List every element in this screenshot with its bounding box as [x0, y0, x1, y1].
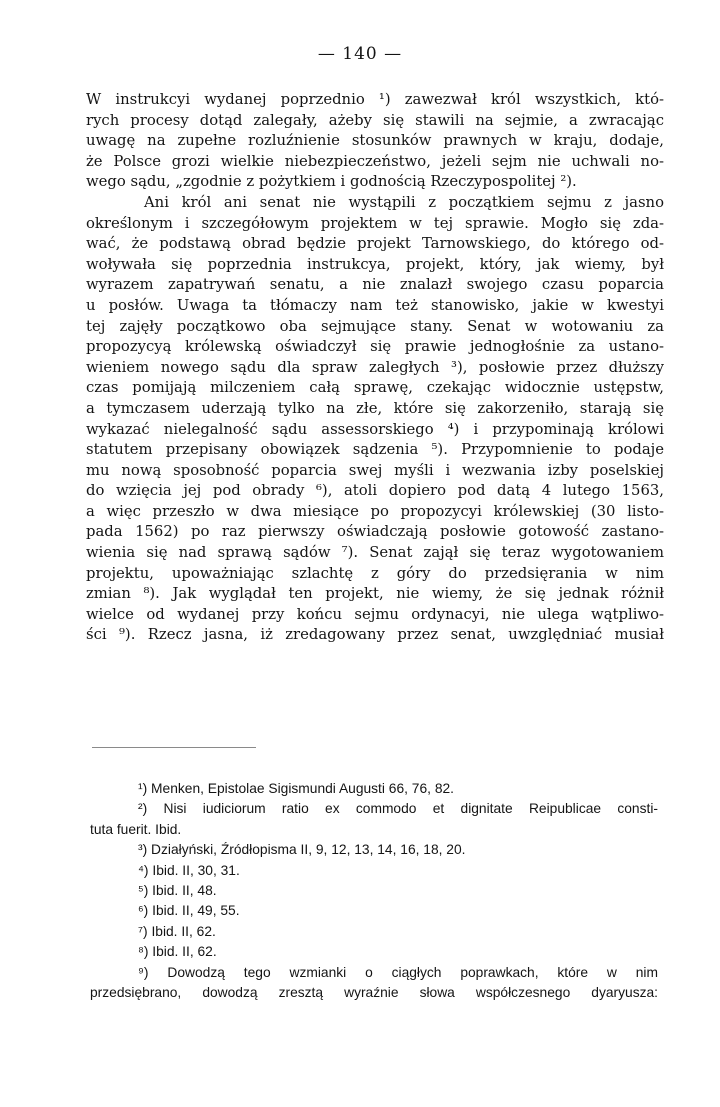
- body-line: czas pomijają milczeniem całą sprawę, czekając widocznie ustępstw,: [86, 379, 664, 397]
- footnote-line: [90, 983, 658, 1003]
- body-line: wać, że podstawą obrad będzie projekt Tarnowskiego, do którego od-: [86, 235, 664, 253]
- footnote-text: Nisi iudiciorum ratio ex commodo et dignitate Reipublicae consti-: [163, 801, 658, 817]
- footnote-mark: ¹): [138, 781, 148, 796]
- footnote-line: [90, 901, 658, 921]
- footnote-line: [90, 881, 658, 901]
- footnote-line: [90, 861, 658, 881]
- body-line: zmian ⁸). Jak wyglądał ten projekt, nie wiemy, że się jednak różnił: [86, 585, 664, 603]
- body-line: woływała się poprzednia instrukcya, projekt, który, jak wiemy, był: [86, 255, 664, 273]
- body-line: u posłów. Uwaga ta tłómaczy nam też stanowisko, jakie w kwestyi: [86, 296, 664, 314]
- footnote-divider: [92, 747, 256, 748]
- body-line: W instrukcyi wydanej poprzednio ¹) zawezwał król wszystkich, któ-: [86, 91, 664, 108]
- body-line: do wzięcia jej pod obrady ⁶), atoli dopiero pod datą 4 lutego 1563,: [86, 482, 664, 500]
- footnote-line: [90, 820, 658, 840]
- body-line: ści ⁹). Rzecz jasna, iż zredagowany przez senat, uwzględniać musiał: [86, 626, 664, 644]
- body-line: pada 1562) po raz pierwszy oświadczają posłowie gotowość zastano-: [86, 523, 664, 541]
- footnote-text: tuta fuerit. Ibid.: [90, 821, 182, 837]
- body-line: tej zajęły początkowo oba sejmujące stany. Senat w wotowaniu za: [86, 317, 664, 335]
- body-line: propozycyą królewską oświadczył się prawie jednogłośnie za ustano-: [86, 338, 664, 356]
- body-line: że Polsce grozi wielkie niebezpieczeństwo, jeżeli sejm nie uchwali no-: [86, 152, 664, 170]
- footnote-text: Ibid. II, 49, 55.: [152, 903, 240, 919]
- footnote-line: [90, 963, 658, 983]
- body-text: [86, 90, 664, 646]
- footnote-mark: ⁹): [138, 964, 149, 980]
- footnote-text: Dowodzą tego wzmianki o ciągłych poprawkach, które w nim: [167, 964, 658, 980]
- footnote-line: [90, 799, 658, 819]
- body-line: statutem przepisany obowiązek sądzenia ⁵). Przypomnienie to podaje: [86, 441, 664, 459]
- body-line: Ani król ani senat nie wystąpili z początkiem sejmu z jasno: [144, 193, 664, 211]
- footnote-mark: ²): [138, 801, 148, 817]
- footnote-text: przedsiębrano, dowodzą zresztą wyraźnie słowa współczesnego dyaryusza:: [90, 984, 658, 1000]
- body-line: określonym i szczegółowym projektem w tej sprawie. Mogło się zda-: [86, 214, 664, 232]
- body-line: projektu, upoważniając szlachtę z góry do przedsięrania w nim: [86, 564, 664, 582]
- footnote-mark: ⁴): [138, 862, 149, 878]
- footnote-mark: ⁷): [138, 923, 148, 939]
- page-number: — 140 —: [317, 44, 403, 64]
- body-line: wykazać nielegalność sądu assessorskiego ⁴) i przypominają królowi: [86, 420, 664, 438]
- body-line: wyrazem zapatrywań senatu, a nie znalazł swojego czasu poparcia: [86, 276, 664, 294]
- footnote-mark: ⁸): [138, 944, 149, 960]
- body-line: wienia się nad sprawą sądów ⁷). Senat zajął się teraz wygotowaniem: [86, 544, 664, 562]
- footnote-text: Ibid. II, 48.: [152, 882, 217, 898]
- body-line: a więc przeszło w dwa miesiące po propozycyi królewskiej (30 listo-: [86, 502, 664, 520]
- footnote-line: [90, 779, 658, 799]
- footnote-line: [90, 840, 658, 860]
- footnotes: [90, 779, 658, 1003]
- body-line: wielce od wydanej przy końcu sejmu ordynacyi, nie ulega wątpliwo-: [86, 605, 664, 623]
- footnote-text: Menken, Epistolae Sigismundi Augusti 66, 76, 82.: [151, 781, 454, 796]
- body-line: mu nową sposobność poparcia swej myśli i wezwania izby poselskiej: [86, 461, 664, 479]
- body-line: wieniem nowego sądu dla spraw zaległych ³), posłowie przez dłuższy: [86, 358, 664, 376]
- footnote-text: Ibid. II, 30, 31.: [152, 862, 240, 878]
- body-line: wego sądu, „zgodnie z pożytkiem i godnością Rzeczypospolitej ²).: [86, 173, 577, 191]
- footnote-text: Ibid. II, 62.: [151, 923, 216, 939]
- body-line: uwagę na zupełne rozluźnienie stosunków prawnych w kraju, dodaje,: [86, 132, 664, 150]
- footnote-text: Ibid. II, 62.: [152, 944, 217, 960]
- body-line: rych procesy dotąd zalegały, ażeby się stawili na sejmie, a zwracając: [86, 111, 664, 129]
- footnote-line: [90, 922, 658, 942]
- footnote-mark: ⁶): [138, 903, 149, 919]
- footnote-mark: ³): [138, 842, 148, 858]
- footnote-line: [90, 942, 658, 962]
- body-line: a tymczasem uderzają tylko na złe, które się zakorzeniło, starają się: [86, 399, 664, 417]
- footnote-mark: ⁵): [138, 882, 149, 898]
- footnote-text: Działyński, Źródłopisma II, 9, 12, 13, 14, 16, 18, 20.: [151, 842, 466, 858]
